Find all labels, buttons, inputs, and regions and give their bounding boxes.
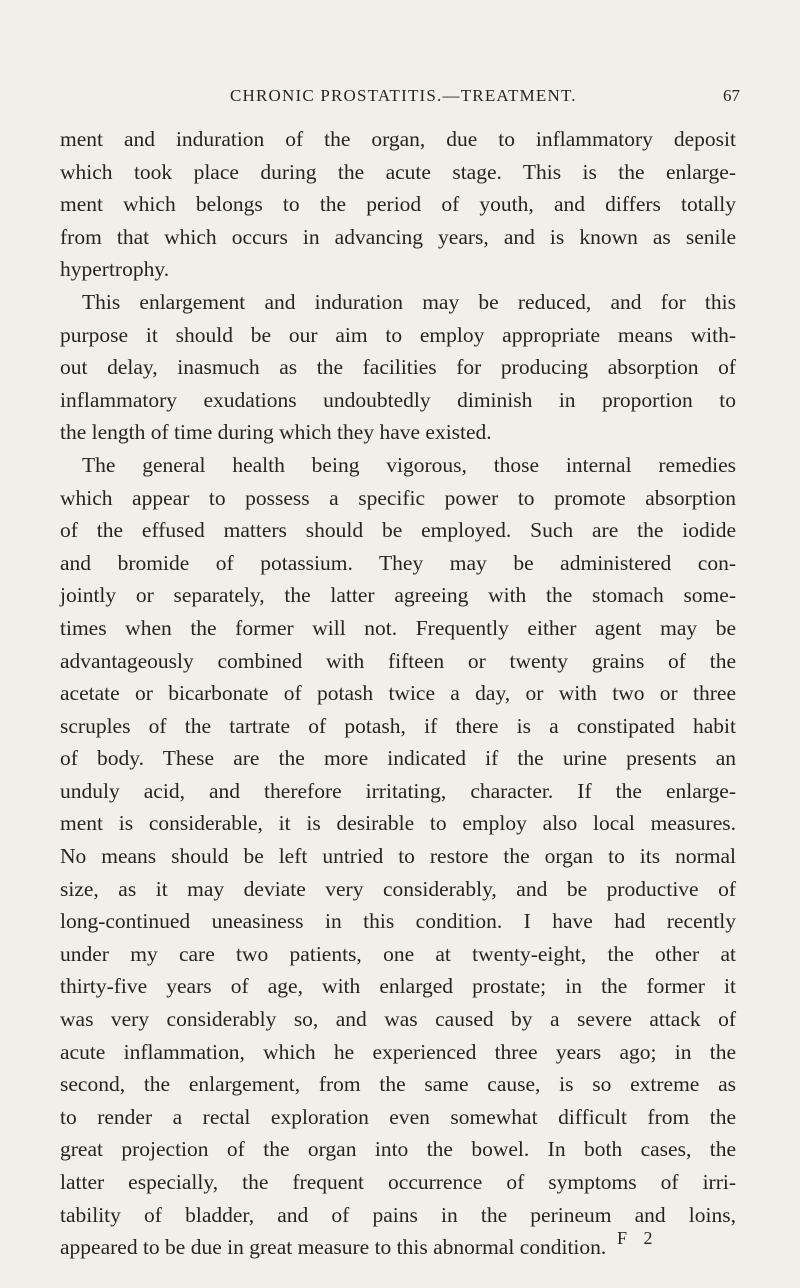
text-line: great projection of the organ into the bowel. In both cases, the [60, 1137, 736, 1162]
text-line: out delay, inasmuch as the facilities for producing absorption of [60, 355, 736, 380]
text-line: was very considerably so, and was caused by a severe attack of [60, 1007, 736, 1032]
text-line: size, as it may deviate very considerably, and be productive of [60, 876, 736, 901]
text-line: second, the enlargement, from the same cause, is so extreme as [60, 1072, 736, 1097]
running-title: CHRONIC PROSTATITIS.—TREATMENT. [230, 86, 577, 105]
signature-mark: F 2 [617, 1228, 659, 1248]
text-line: under my care two patients, one at twenty-eight, the other at [60, 941, 736, 966]
text-line: latter especially, the frequent occurrence of symptoms of irri- [60, 1170, 736, 1194]
text-line: hypertrophy. [60, 257, 170, 282]
text-line: This enlargement and induration may be reduced, and for this [82, 289, 736, 314]
text-line: of body. These are the more indicated if the urine presents an [60, 746, 736, 771]
text-line: times when the former will not. Frequently either agent may be [60, 615, 736, 640]
text-line: scruples of the tartrate of potash, if there is a constipated habit [60, 713, 736, 738]
running-head [0, 86, 800, 110]
text-line: of the effused matters should be employed. Such are the iodide [60, 518, 736, 543]
text-line: advantageously combined with fifteen or twenty grains of the [60, 648, 736, 673]
text-line: purpose it should be our aim to employ appropriate means with- [60, 322, 736, 347]
text-line: No means should be left untried to restore the organ to its normal [60, 844, 736, 869]
text-line: from that which occurs in advancing years, and is known as senile [60, 224, 736, 249]
text-line: acute inflammation, which he experienced three years ago; in the [60, 1039, 736, 1064]
text-line: acetate or bicarbonate of potash twice a day, or with two or three [60, 681, 736, 706]
body-text [60, 123, 736, 1264]
text-line: ment is considerable, it is desirable to employ also local measures. [60, 811, 736, 836]
text-line: appeared to be due in great measure to this abnormal condition. [60, 1235, 607, 1260]
text-line: thirty-five years of age, with enlarged prostate; in the former it [60, 974, 736, 999]
text-line: which appear to possess a specific power to promote absorption [60, 485, 736, 510]
text-line: which took place during the acute stage. This is the enlarge- [60, 159, 736, 184]
text-line: long-continued uneasiness in this condition. I have had recently [60, 909, 736, 934]
text-line: tability of bladder, and of pains in the perineum and loins, [60, 1202, 736, 1227]
text-line: ment which belongs to the period of youth, and differs totally [60, 192, 736, 217]
text-line: inflammatory exudations undoubtedly diminish in proportion to [60, 387, 736, 412]
text-line: to render a rectal exploration even somewhat difficult from the [60, 1104, 736, 1129]
text-line: the length of time during which they have existed. [60, 420, 492, 445]
page-number: 67 [723, 86, 740, 105]
text-line: unduly acid, and therefore irritating, character. If the enlarge- [60, 778, 736, 803]
text-line: ment and induration of the organ, due to inflammatory deposit [60, 127, 736, 151]
text-line: jointly or separately, the latter agreeing with the stomach some- [60, 583, 736, 608]
text-line: The general health being vigorous, those internal remedies [82, 452, 736, 477]
text-line: and bromide of potassium. They may be administered con- [60, 550, 736, 575]
